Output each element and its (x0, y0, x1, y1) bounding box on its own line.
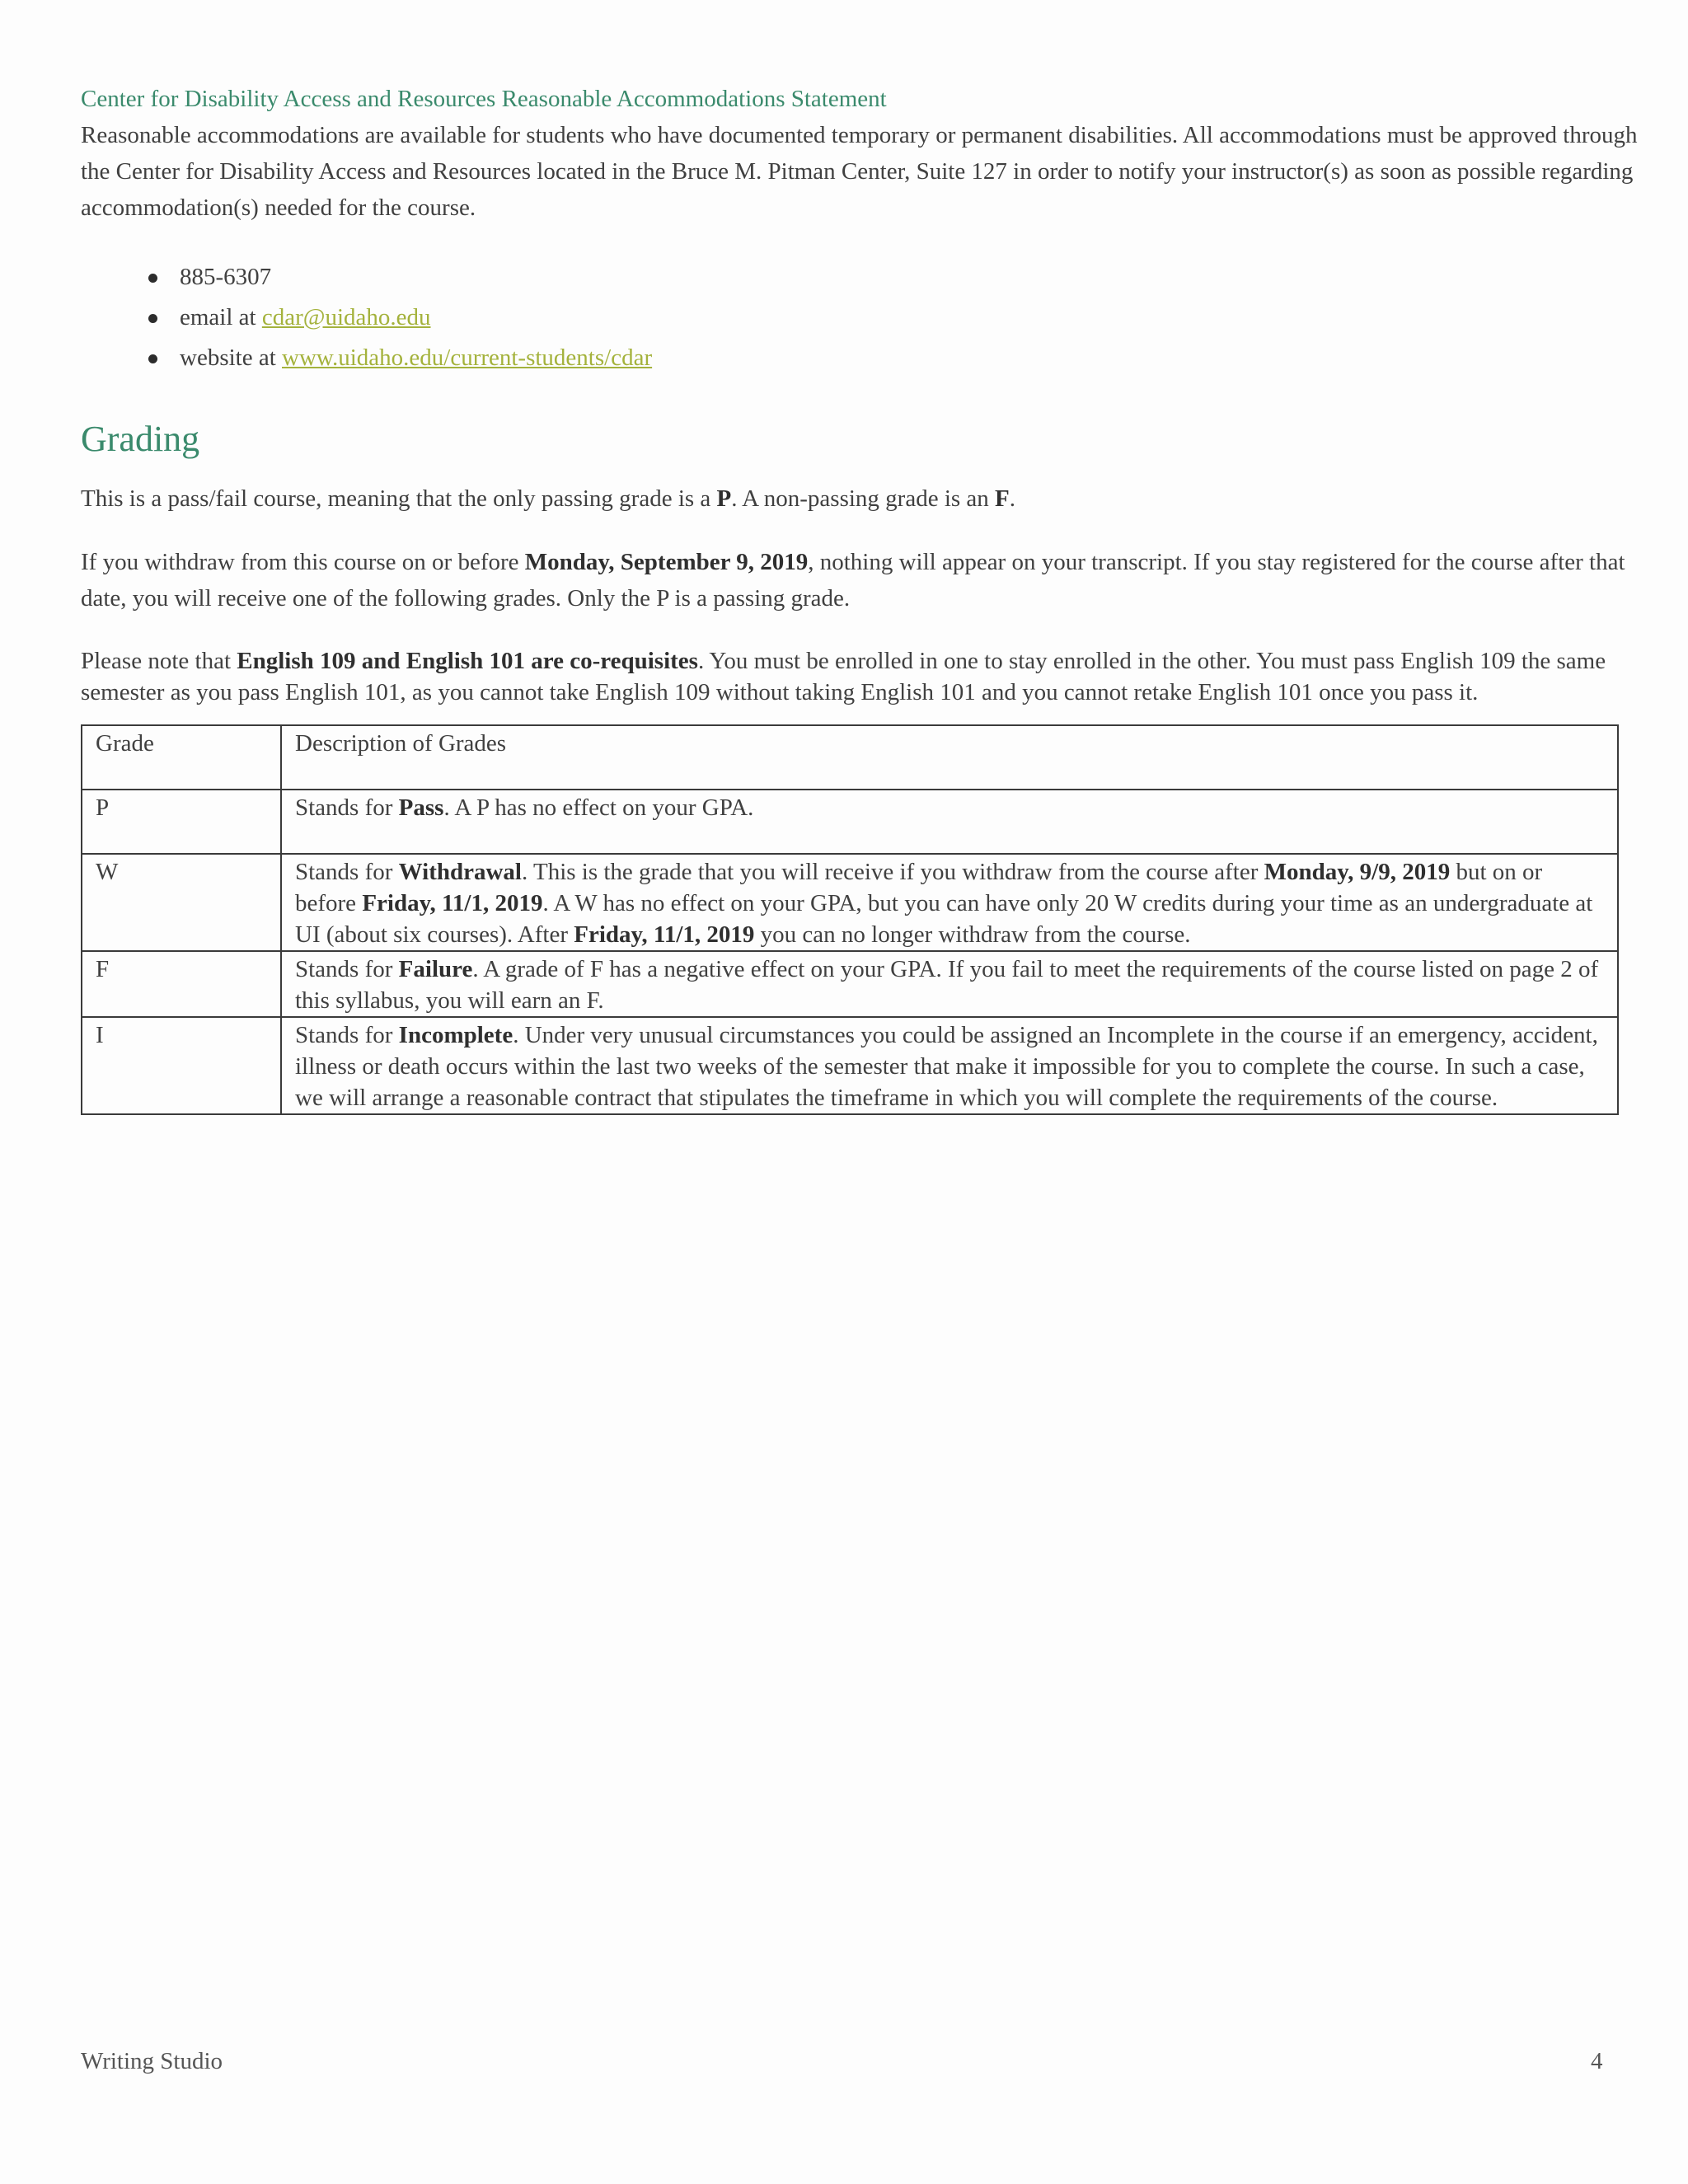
grading-intro (81, 480, 1647, 517)
desc-text: . A W has no effect on your GPA, but you can have only 20 W credits during your time as an undergraduate at UI (about six courses). After (295, 890, 1593, 948)
contact-website (81, 338, 1647, 378)
page-content (81, 81, 1647, 1115)
desc-text: Stands for (295, 1022, 399, 1048)
email-label: email at (180, 304, 262, 330)
grading-heading: Grading (81, 419, 200, 459)
desc-text: Stands for (295, 859, 399, 885)
page-number: 4 (1591, 2048, 1603, 2074)
note-text: . You must be enrolled in one to stay enrolled in the other. You must pass English 109 the same semester as you pass English 101, as you cannot take English 109 without taking English 101 and you cannot retake English 101 once you pass it. (81, 648, 1606, 705)
grading-intro-text: This is a pass/fail course, meaning that the only passing grade is a (81, 485, 717, 512)
contact-email (81, 298, 1647, 338)
desc-text: . A grade of F has a negative effect on your GPA. If you fail to meet the requirements of the course listed on page 2 of this syllabus, you will earn an F. (295, 956, 1599, 1014)
grade-cell: F (82, 951, 281, 1017)
desc-bold: Withdrawal (398, 859, 522, 885)
note-text: Please note that (81, 648, 237, 674)
note-bold: English 109 and English 101 are co-requisites (237, 648, 698, 674)
desc-text: Stands for (295, 794, 399, 821)
phone-number: 885-6307 (180, 264, 272, 290)
table-row (82, 790, 1618, 854)
corequisite-note (81, 645, 1647, 708)
grades-table (81, 724, 1619, 1115)
footer-title: Writing Studio (81, 2048, 223, 2074)
table-header-row (82, 725, 1618, 790)
desc-text: . A P has no effect on your GPA. (443, 794, 754, 821)
grading-intro-text: . (1009, 485, 1015, 512)
desc-text: you can no longer withdraw from the course. (754, 921, 1191, 948)
bullet-icon (148, 314, 157, 323)
withdraw-text: If you withdraw from this course on or before (81, 549, 525, 575)
accommodations-body: Reasonable accommodations are available for students who have documented temporary or permanent disabilities. All accommodations must be approved through the Center for Disability Access and Resources located in the Bruce M. Pitman Center, Suite 127 in order to notify your instructor(s) as soon as possible regarding accommodation(s) needed for the course. (81, 122, 1638, 221)
grading-intro-pass: P (716, 485, 732, 512)
description-cell (281, 951, 1618, 1017)
column-header-grade: Grade (82, 725, 281, 790)
contact-phone (81, 257, 1647, 298)
accommodations-heading: Center for Disability Access and Resources Reasonable Accommodations Statement (81, 86, 887, 112)
desc-text: but on or before (295, 859, 1543, 916)
bullet-icon (148, 354, 157, 363)
grade-cell: I (82, 1017, 281, 1114)
desc-text: . Under very unusual circumstances you could be assigned an Incomplete in the course if an emergency, accident, illness or death occurs within the last two weeks of the semester that make it impossible for you to complete the course. In such a case, we will arrange a reasonable contract that stipulates the timeframe in which you will complete the requirements of the course. (295, 1022, 1598, 1111)
desc-bold: Friday, 11/1, 2019 (574, 921, 755, 948)
desc-bold: Pass (398, 794, 444, 821)
table-row (82, 854, 1618, 951)
column-header-description: Description of Grades (281, 725, 1618, 790)
desc-text: Stands for (295, 956, 399, 982)
grading-intro-text: . A non-passing grade is an (731, 485, 996, 512)
description-cell (281, 1017, 1618, 1114)
table-row (82, 1017, 1618, 1114)
contact-list (81, 257, 1647, 378)
desc-bold: Incomplete (398, 1022, 513, 1048)
desc-bold: Failure (398, 956, 473, 982)
description-cell (281, 854, 1618, 951)
withdraw-date: Monday, September 9, 2019 (524, 549, 809, 575)
description-cell (281, 790, 1618, 854)
grade-cell: W (82, 854, 281, 951)
website-link[interactable]: www.uidaho.edu/current-students/cdar (282, 344, 653, 371)
table-row (82, 951, 1618, 1017)
desc-bold: Friday, 11/1, 2019 (362, 890, 543, 916)
bullet-icon (148, 274, 157, 283)
email-link[interactable]: cdar@uidaho.edu (261, 304, 431, 330)
withdraw-paragraph (81, 544, 1647, 616)
desc-text: . This is the grade that you will receive if you withdraw from the course after (522, 859, 1264, 885)
grade-cell: P (82, 790, 281, 854)
desc-bold: Monday, 9/9, 2019 (1264, 859, 1451, 885)
withdraw-text: , nothing will appear on your transcript. If you stay registered for the course after that date, you will receive one of the following grades. Only the P is a passing grade. (81, 549, 1625, 612)
grading-intro-fail: F (995, 485, 1010, 512)
website-label: website at (180, 344, 283, 371)
